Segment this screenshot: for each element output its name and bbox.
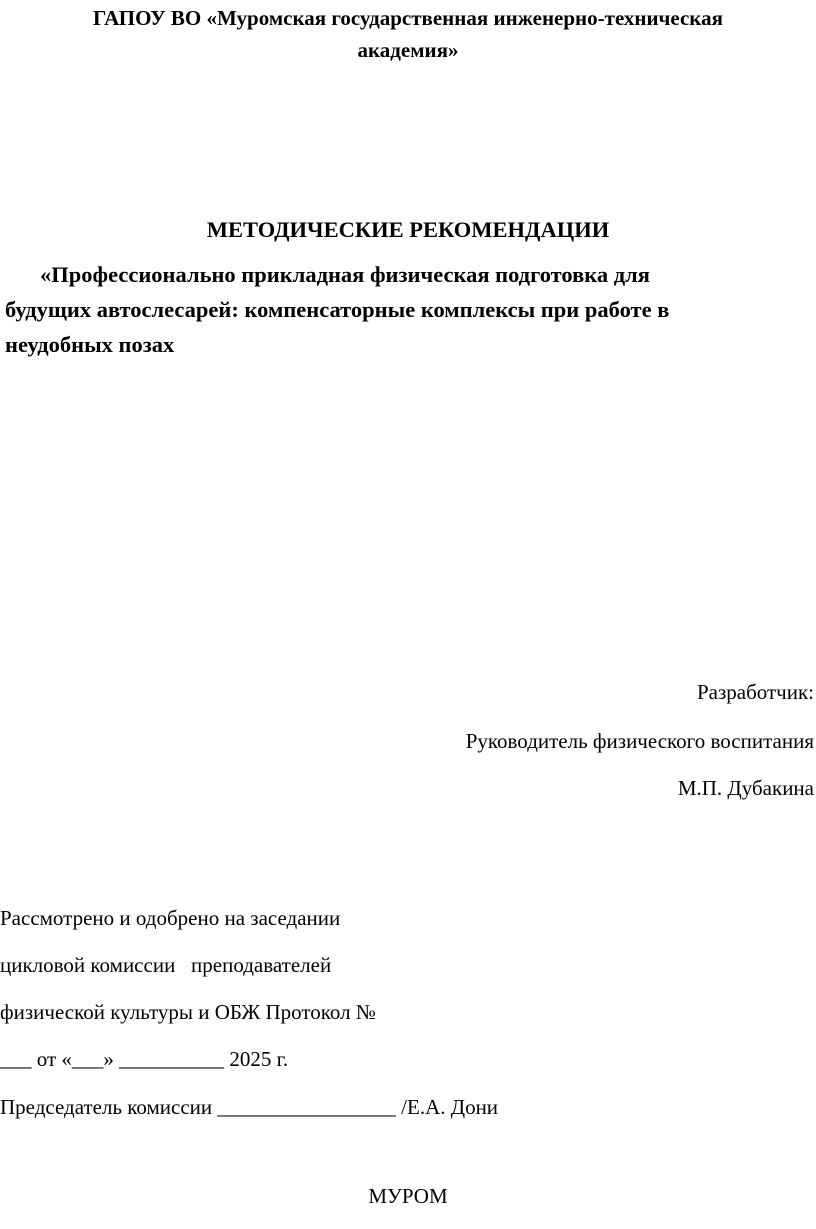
approval-line-3: физической культуры и ОБЖ Протокол № [0, 1000, 376, 1024]
institution-line-2: академия» [357, 38, 459, 62]
subtitle-line-1: «Профессионально прикладная физическая подготовка для [40, 262, 650, 287]
developer-label: Разработчик: [696, 680, 814, 704]
chairman-signature-line: Председатель комиссии _________________ /Е.А. Дони [0, 1095, 499, 1119]
approval-line-2: цикловой комиссии преподавателей [0, 953, 332, 977]
institution-line-1: ГАПОУ ВО «Муромская государственная инженерно-техническая [93, 6, 723, 30]
approval-line-1: Рассмотрено и одобрено на заседании [0, 906, 341, 930]
approval-date-line: ___ от «___» __________ 2025 г. [0, 1047, 289, 1071]
document-type-heading: МЕТОДИЧЕСКИЕ РЕКОМЕНДАЦИИ [206, 217, 610, 242]
subtitle-line-2: будущих автослесарей: компенсаторные комплексы при работе в [5, 297, 670, 322]
city-footer: МУРОМ [368, 1184, 448, 1208]
developer-position: Руководитель физического воспитания [465, 729, 814, 753]
developer-name: М.П. Дубакина [677, 776, 814, 800]
subtitle-line-3: неудобных позах [5, 332, 175, 357]
